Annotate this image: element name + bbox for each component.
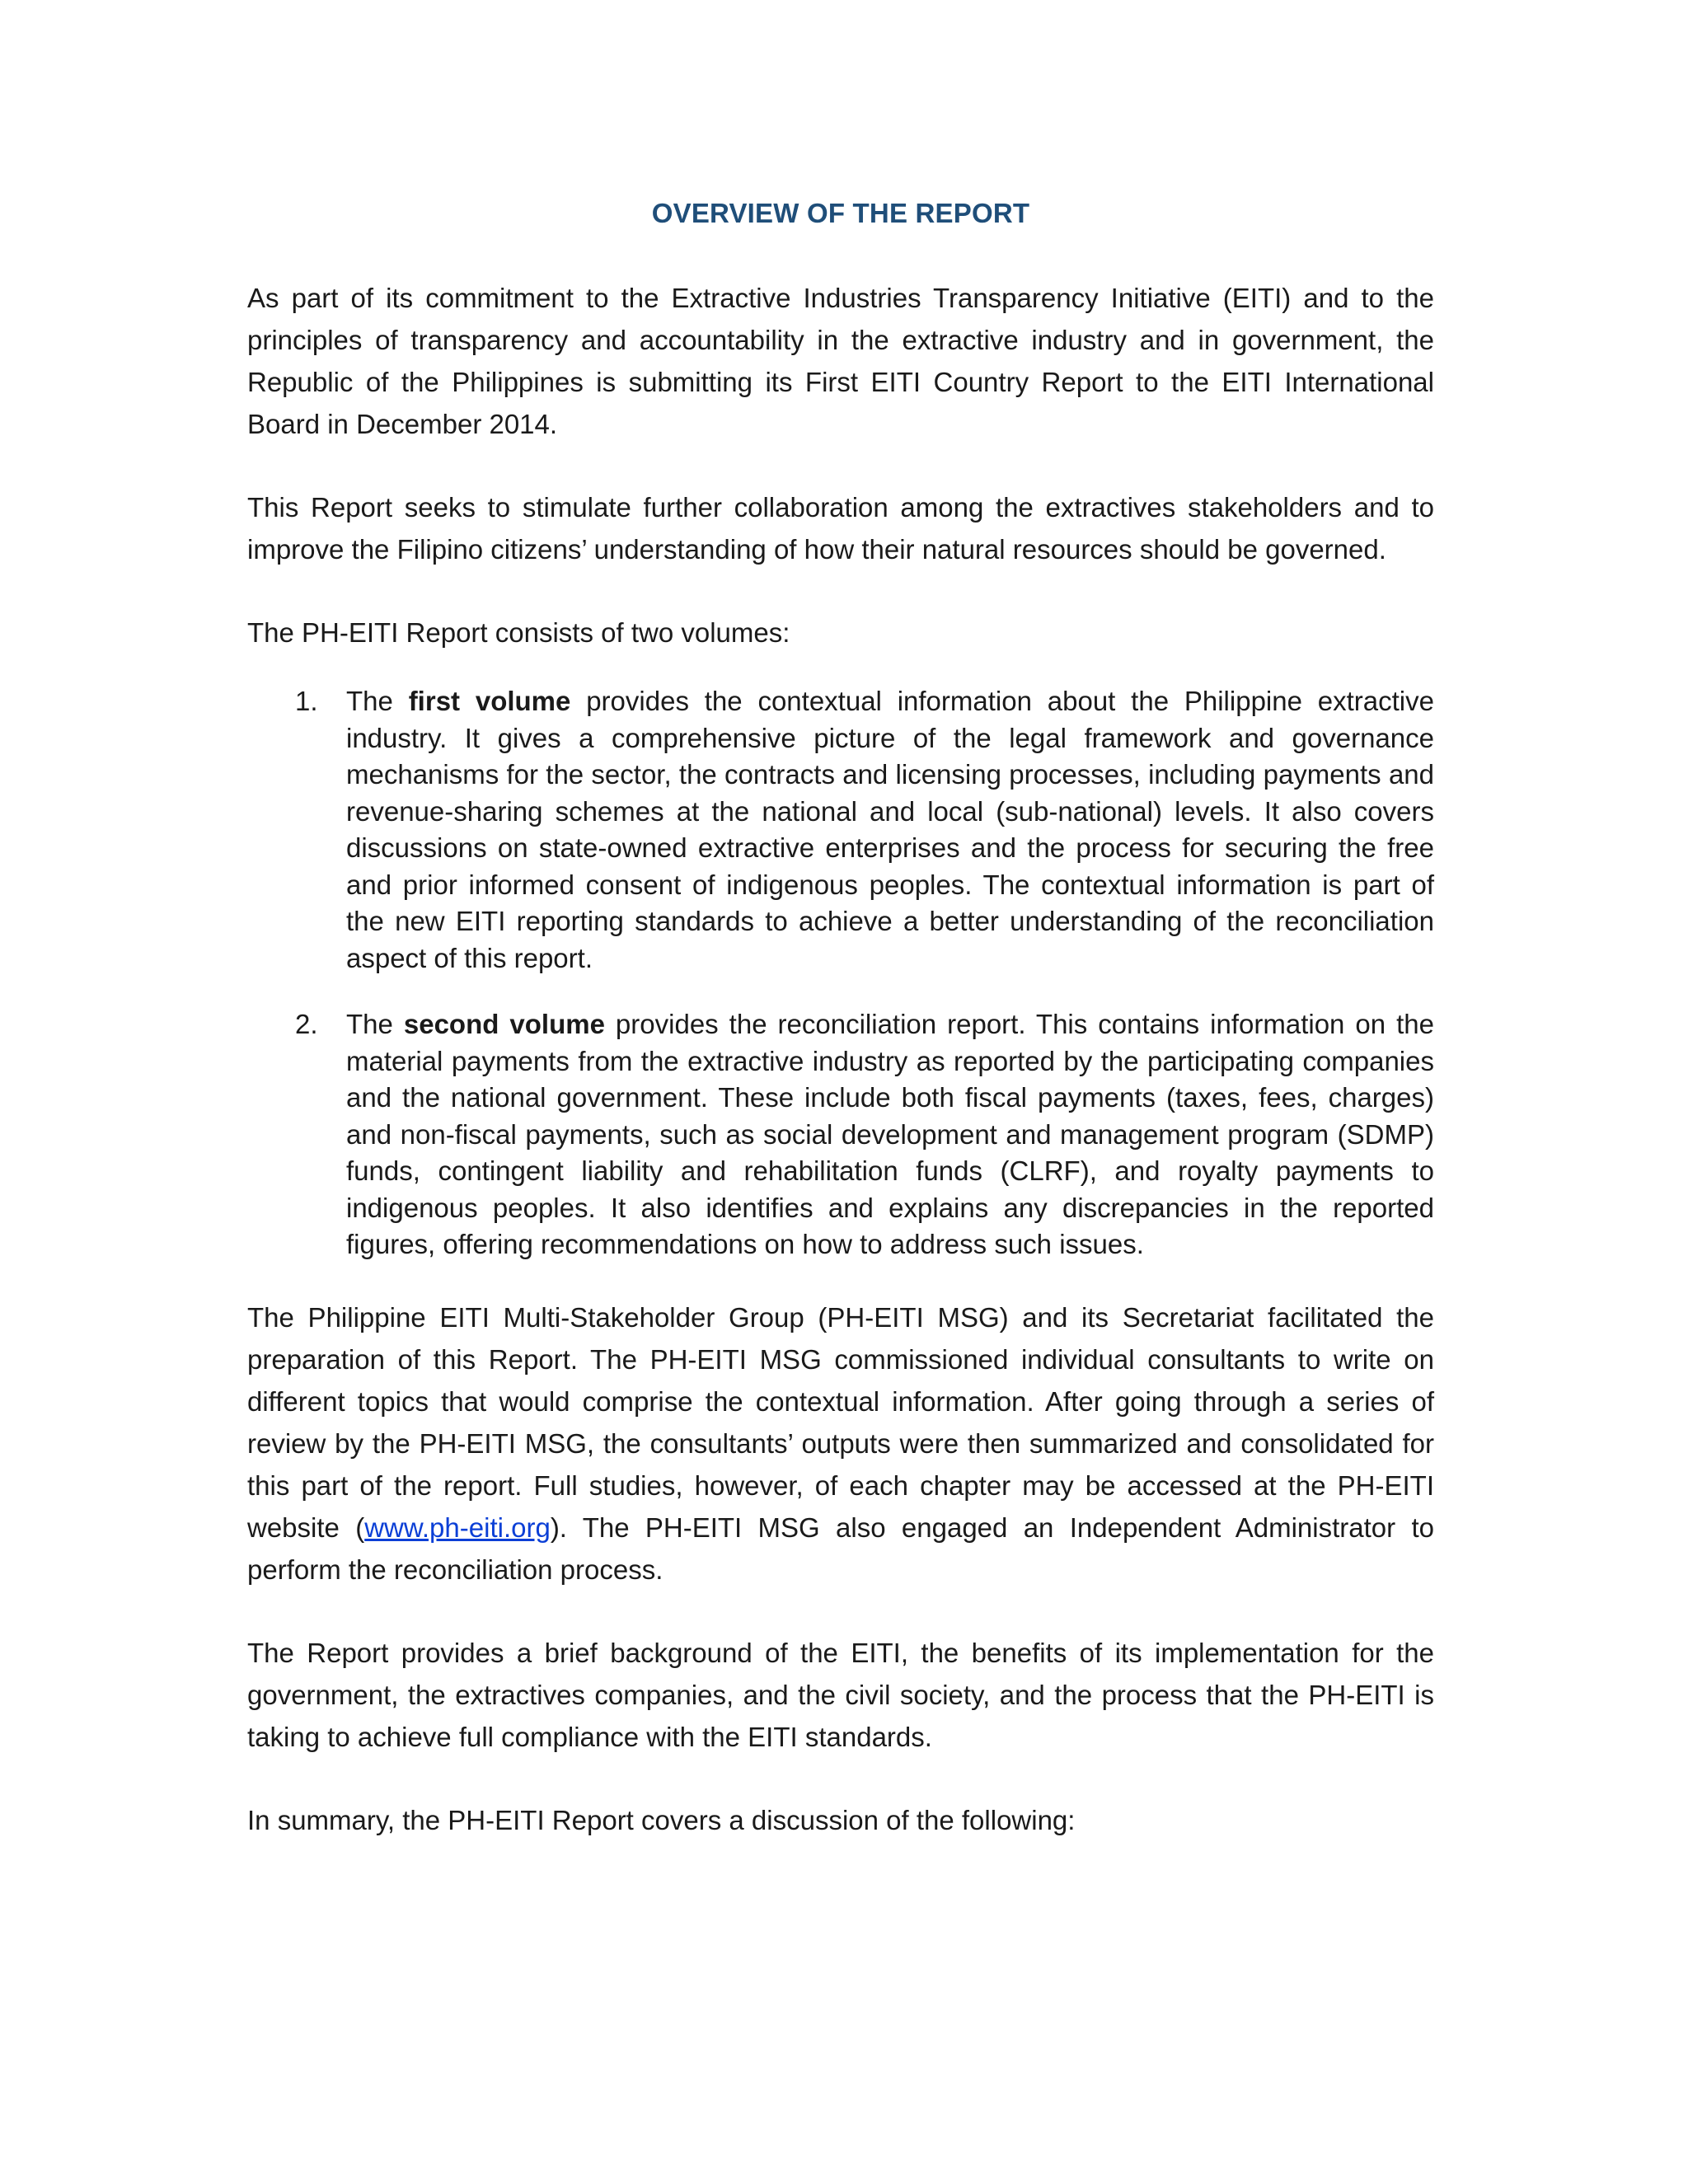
volume-2-description <box>346 1006 1434 1263</box>
body-text: provides the contextual information about the Philippine extractive industry. It gives a comprehensive picture of the legal framework and governance mechanisms for the sector, the contracts and licensing processes, including payments and revenue-sharing schemes at the national and local (sub-national) levels. It also covers discussions on state-owned extractive enterprises and the process for securing the free and prior informed consent of indigenous peoples. The contextual information is part of the new EITI reporting standards to achieve a better understanding of the reconciliation aspect of this report. <box>346 686 1434 973</box>
ph-eiti-website-link[interactable]: www.ph-eiti.org <box>364 1511 551 1543</box>
purpose-paragraph: This Report seeks to stimulate further collaboration among the extractives stakeholders and to improve the Filipino citizens’ understanding of how their natural resources should be governed. <box>247 492 1434 565</box>
list-number: 2. <box>295 1009 318 1039</box>
body-text: provides the reconciliation report. This contains information on the material payments from the extractive industry as reported by the participating companies and the national government. These include both fiscal payments (taxes, fees, charges) and non-fiscal payments, such as social development and management program (SDMP) funds, contingent liability and rehabilitation funds (CLRF), and royalty payments to indigenous peoples. It also identifies and explains any discrepancies in the reported figures, offering recommendations on how to address such issues. <box>346 1009 1434 1259</box>
background-paragraph: The Report provides a brief background of the EITI, the benefits of its implementation for the government, the extractives companies, and the civil society, and the process that the PH-EITI is taking to achieve full compliance with the EITI standards. <box>247 1637 1434 1752</box>
document-page <box>247 198 1434 1882</box>
msg-text-after-link: ). The PH-EITI MSG also engaged an Independent Administrator to perform the reconciliation process. <box>247 1511 1434 1585</box>
volumes-intro-paragraph: The PH-EITI Report consists of two volumes: <box>247 617 790 648</box>
page-title: OVERVIEW OF THE REPORT <box>651 198 1030 228</box>
list-number: 1. <box>295 686 318 716</box>
bold-term: second volume <box>403 1009 605 1039</box>
volume-1-description <box>346 683 1434 977</box>
volumes-list <box>247 683 1434 1263</box>
list-item-volume-1 <box>247 683 1434 977</box>
intro-paragraph: As part of its commitment to the Extractive Industries Transparency Initiative (EITI) and to the principles of transparency and accountability in the extractive industry and in government, the Republic of the Philippines is submitting its First EITI Country Report to the EITI International Board in December 2014. <box>247 283 1434 439</box>
msg-paragraph <box>247 1296 1434 1591</box>
lead-text: The <box>346 686 409 716</box>
bold-term: first volume <box>408 686 571 716</box>
list-item-volume-2 <box>247 1006 1434 1263</box>
msg-text-before-link: The Philippine EITI Multi-Stakeholder Group (PH-EITI MSG) and its Secretariat facilitated the preparation of this Report. The PH-EITI MSG commissioned individual consultants to write on different topics that would comprise the contextual information. After going through a series of review by the PH-EITI MSG, the consultants’ outputs were then summarized and consolidated for this part of the report. Full studies, however, of each chapter may be accessed at the PH-EITI website ( <box>247 1301 1434 1543</box>
lead-text: The <box>346 1009 404 1039</box>
summary-paragraph: In summary, the PH-EITI Report covers a discussion of the following: <box>247 1804 1076 1835</box>
